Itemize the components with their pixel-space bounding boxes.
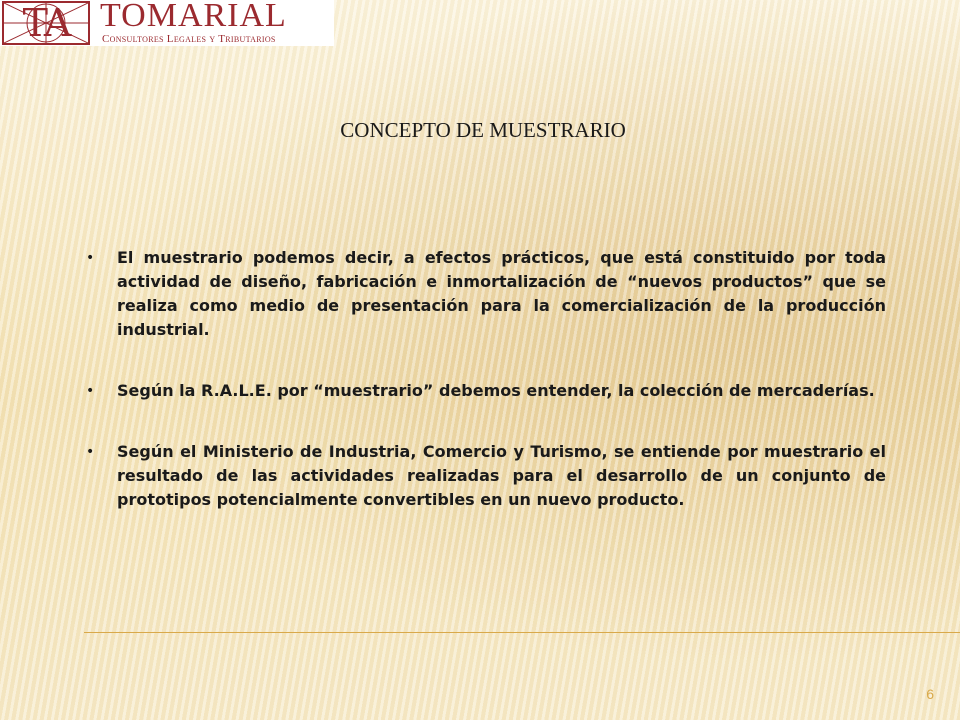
logo-text bbox=[100, 1, 287, 45]
logo-company-name: TOMARIAL bbox=[100, 0, 287, 34]
bullet-list bbox=[84, 246, 886, 549]
footer-divider bbox=[84, 632, 960, 633]
logo-tagline: Consultores Legales y Tributarios bbox=[102, 33, 276, 45]
logo-letters: TA bbox=[22, 1, 70, 45]
bullet-dot-icon: • bbox=[86, 383, 95, 399]
bullet-item bbox=[84, 440, 886, 512]
page-number: 6 bbox=[926, 686, 934, 702]
bullet-text: El muestrario podemos decir, a efectos prácticos, que está constituido por toda actividad de diseño, fabricación e inmortalización de “nuevos productos” que se realiza como medio de presentación para la comercialización de la producción industrial. bbox=[117, 248, 886, 339]
bullet-text: Según la R.A.L.E. por “muestrario” debemos entender, la colección de mercaderías. bbox=[117, 381, 875, 400]
slide-title: CONCEPTO DE MUESTRARIO bbox=[340, 118, 626, 142]
bullet-item bbox=[84, 379, 886, 403]
company-logo bbox=[0, 0, 334, 46]
bullet-text: Según el Ministerio de Industria, Comercio y Turismo, se entiende por muestrario el resultado de las actividades realizadas para el desarrollo de un conjunto de prototipos potencialmente convertibles en un nuevo producto. bbox=[117, 442, 886, 509]
logo-monogram bbox=[2, 1, 90, 45]
bullet-dot-icon: • bbox=[86, 250, 95, 266]
bullet-dot-icon: • bbox=[86, 444, 95, 460]
bullet-item bbox=[84, 246, 886, 342]
